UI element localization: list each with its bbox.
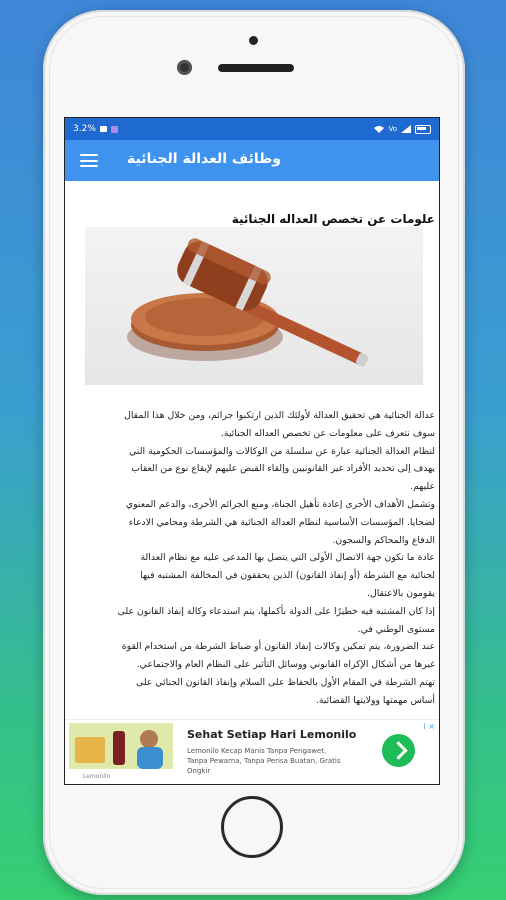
article-line: عند الضرورة، يتم تمكين وكالات إنفاذ القانون أو ضباط الشرطة من استخدام القوة (121, 641, 435, 653)
article-line: يهدف إلى تحديد الأفراد غير القانونيين وإلقاء القبض عليهم لإيقاع نوع من العقاب (131, 463, 435, 475)
article-line: عليهم. (410, 481, 435, 493)
article-line: الدفاع والمحاكم والسجون. (332, 534, 435, 546)
app-notification-icon (111, 126, 118, 133)
status-bar-right (374, 125, 431, 134)
hamburger-menu-icon[interactable] (80, 154, 98, 167)
article-line: إذا كان المشتبه فيه خطيرًا على الدولة بأكملها، يتم استدعاء وكالة إنفاذ القانون على (117, 605, 435, 617)
ad-choices-icon[interactable]: i × (423, 722, 435, 731)
article-line: عدالة الجنائية هي تحقيق العدالة لأولئك الذين ارتكبوا جرائم، ومن خلال هذا المقال (124, 410, 435, 421)
ad-brand: Lemonilo (83, 773, 111, 780)
volte-icon: Vo (388, 125, 397, 133)
app-title: وظائف العدالة الجنائية (127, 151, 281, 167)
gavel-image (85, 227, 423, 385)
article-body (67, 407, 435, 710)
status-bar (65, 118, 439, 140)
article-line: تهتم الشرطة في المقام الأول بالحفاظ على السلام وإنفاذ القانون الجنائي على (135, 676, 435, 688)
app-bar (65, 140, 439, 181)
article-line: وتشمل الأهداف الأخرى إعادة تأهيل الجناة، ومنع الجرائم الأخرى، والدعم المعنوي (125, 498, 435, 510)
signal-icon (401, 125, 411, 133)
status-bar-left (73, 124, 118, 134)
front-camera (177, 60, 192, 75)
ad-description: Lemonilo Kecap Manis Tanpa Pengawet, Tanpa Pewarna, Tanpa Perisa Buatan, Gratis Ongkir (187, 747, 341, 775)
article-line: لجنائية مع الشرطة (أو إنفاذ القانون) الذين يحققون في المخالفة المشتبه فيها (140, 570, 435, 582)
article-line: غيرها من أشكال الإكراه القانوني ووسائل التأثير على النظام العام والاجتماعي. (136, 659, 435, 671)
article-image (85, 227, 423, 385)
app-screen (64, 117, 440, 785)
article-line: سوف نتعرف على معلومات عن تخصص العداله الجنائية. (220, 427, 435, 439)
ad-image[interactable] (69, 723, 173, 769)
earpiece-speaker (218, 64, 294, 72)
article-heading: علومات عن تخصص العداله الجنائية (231, 212, 435, 226)
notification-icon (100, 126, 107, 132)
article-line: لضحايا. المؤسسات الأساسية لنظام العدالة الجنائية هي الشرطة ومحامي الادعاء (128, 516, 435, 528)
article-line: مستوى الوطني في. (357, 623, 435, 635)
front-sensor (249, 36, 258, 45)
home-button[interactable] (221, 796, 283, 858)
ad-product-image (69, 723, 173, 769)
arrow-right-icon[interactable] (382, 734, 415, 767)
ad-banner[interactable] (65, 719, 439, 785)
article-line: أساس مهمتها وولايتها القضائية. (315, 694, 435, 706)
ad-title: Sehat Setiap Hari Lemonilo (187, 728, 357, 741)
battery-icon (415, 125, 431, 134)
article-line: عادة ما تكون جهة الاتصال الأولى التي يتصل بها المدعى عليه مع نظام العدالة (140, 552, 435, 564)
wifi-icon (374, 125, 384, 133)
article-line: يقومون بالاعتقال. (367, 587, 435, 599)
network-speed: 3.2% (73, 124, 96, 134)
article-line: لنظام العدالة الجنائية عبارة عن سلسلة من الوكالات والمؤسسات الحكومية التي (129, 445, 435, 457)
